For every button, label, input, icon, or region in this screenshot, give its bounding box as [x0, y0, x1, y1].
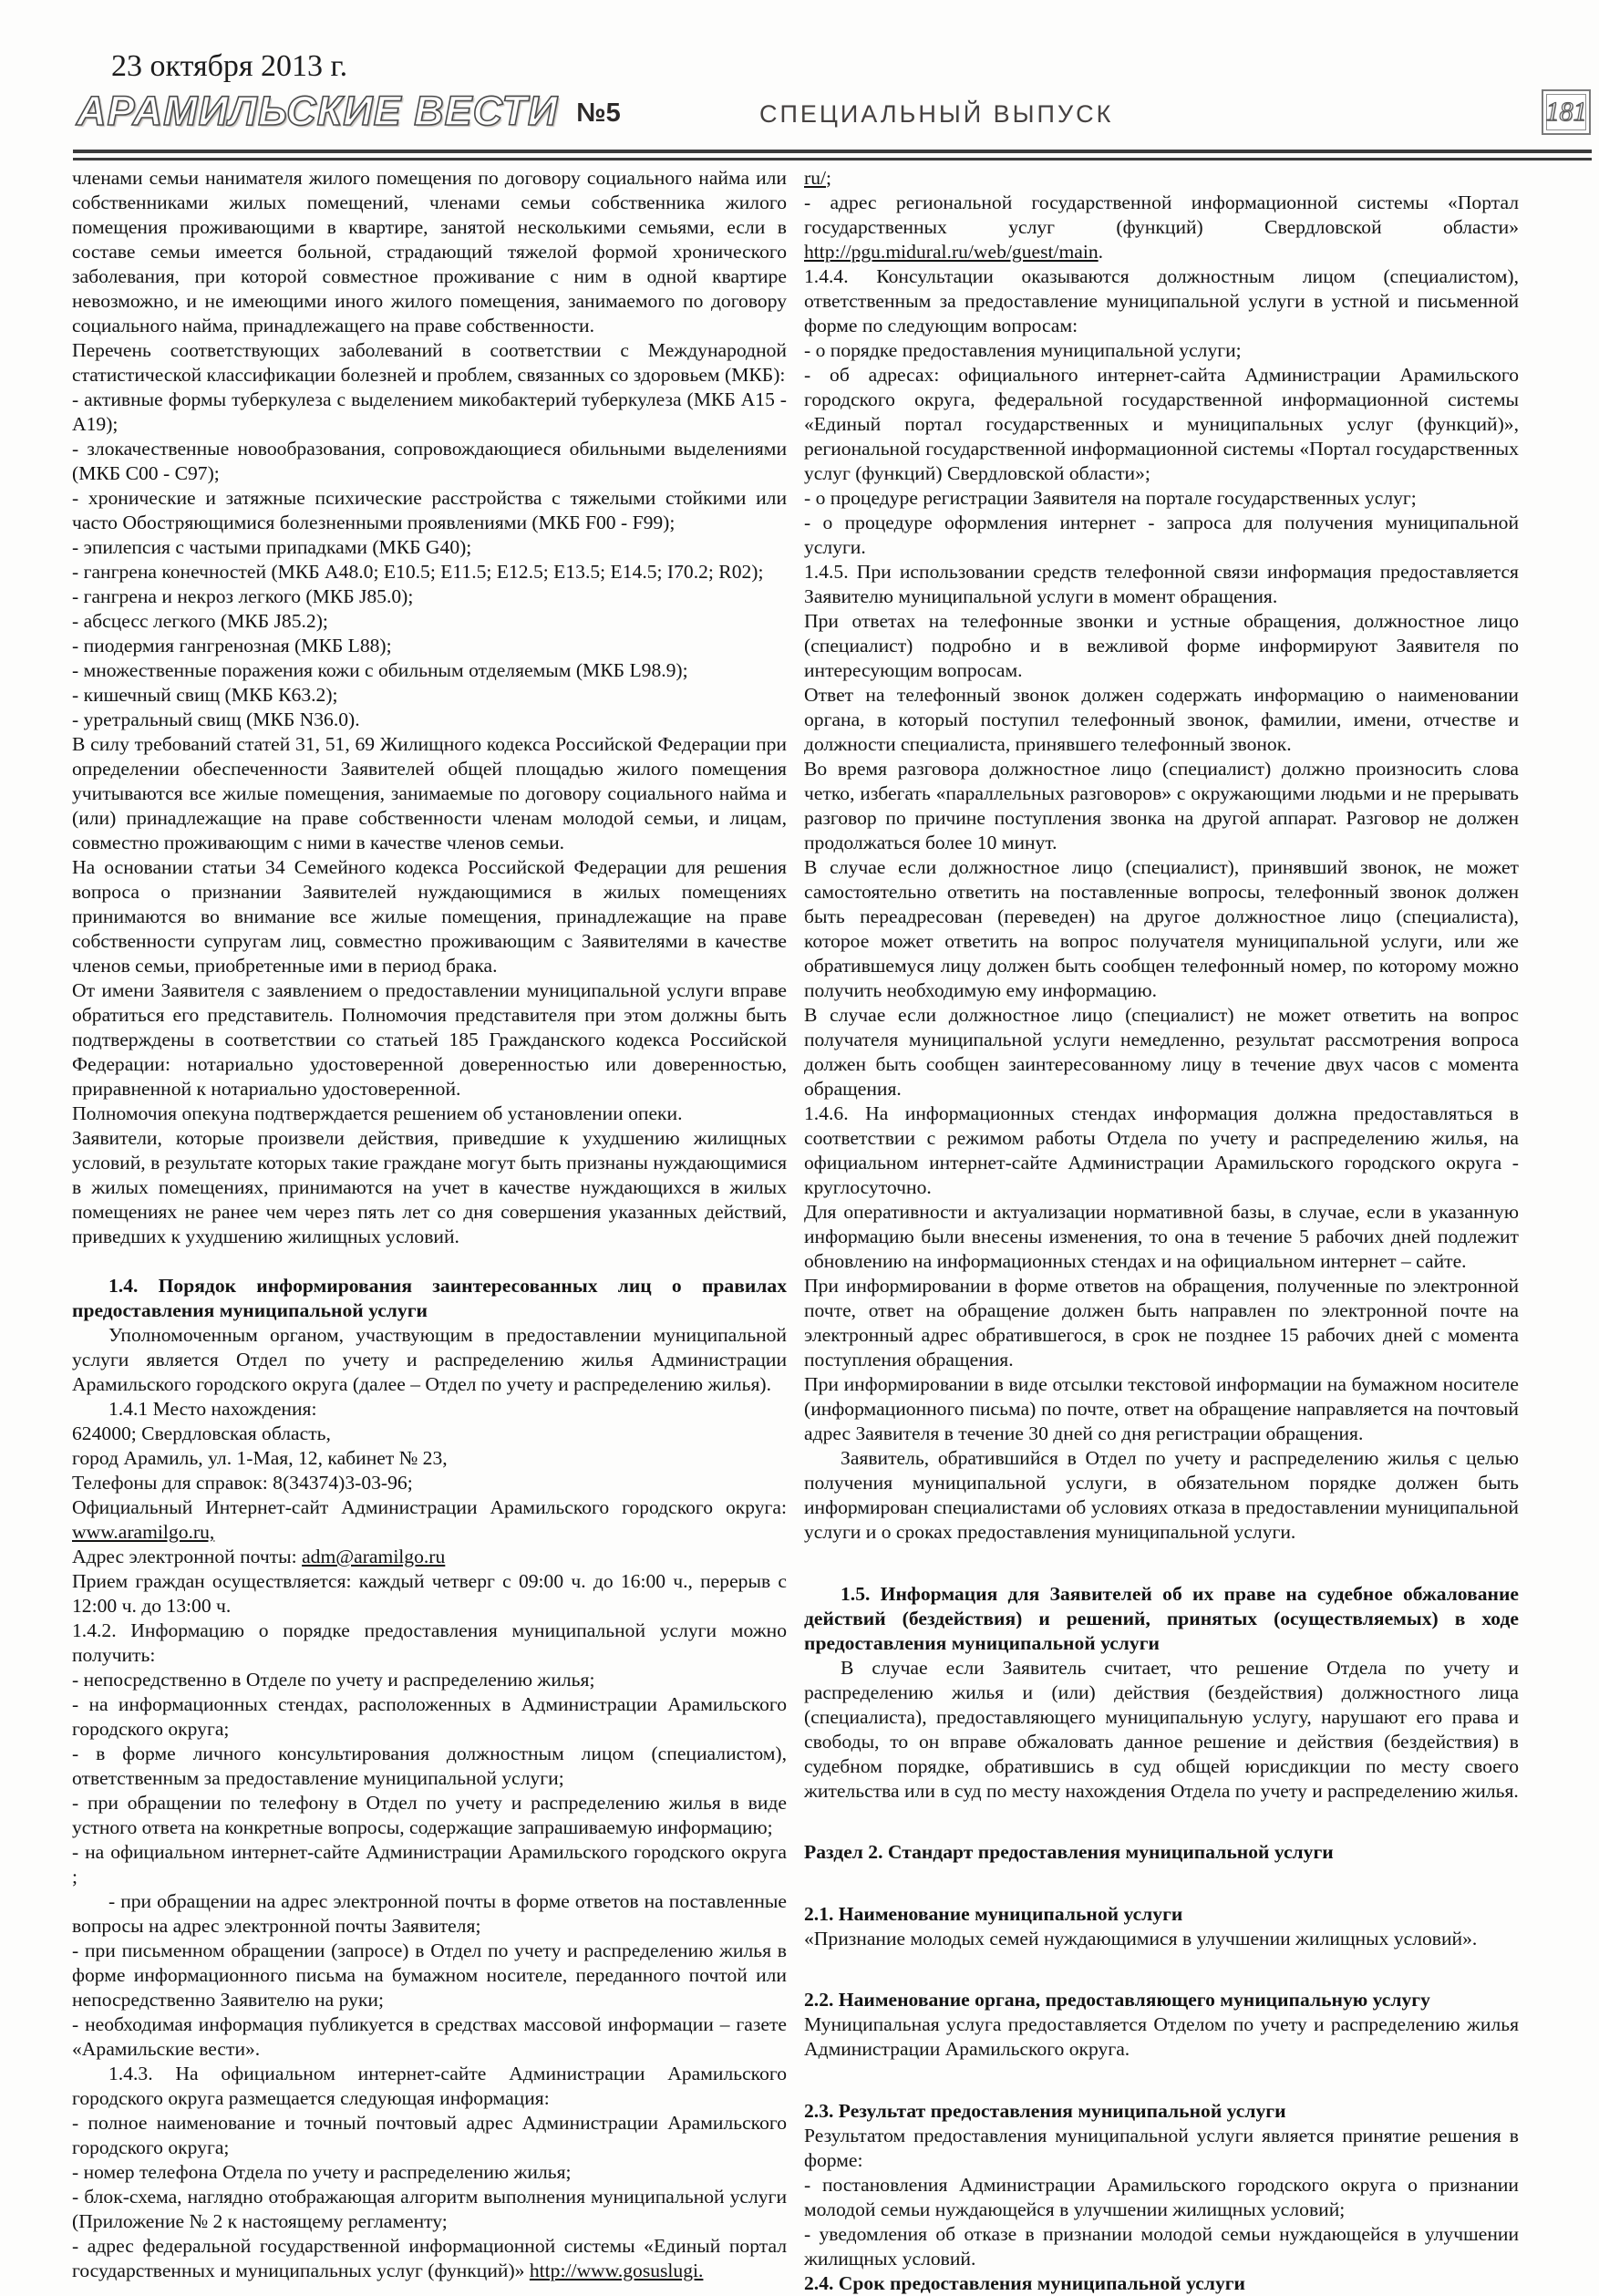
- section-heading: [804, 1902, 1519, 1927]
- issue-number: №5: [576, 98, 621, 128]
- url-text: http://www.gosuslugi.: [529, 2260, 704, 2281]
- paragraph: [72, 1422, 787, 1446]
- text-run: 1.4.5. При использовании средств телефонной связи информация предоставляется Заявителю муниципальной услуги в момент обращения.: [804, 561, 1519, 607]
- text-run: На основании статьи 34 Семейного кодекса Российской Федерации для решения вопроса о признании Заявителей нуждающимися в жилых помещениях принимаются во внимание все жилые помещения, принадлежащие на праве собственности супругам лиц, совместно проживающим с Заявителями в качестве членов семьи, приобретенные ими в период брака.: [72, 856, 787, 977]
- text-run: Муниципальная услуга предоставляется Отделом по учету и распределению жилья Администрации Арамильского округа.: [804, 2013, 1519, 2060]
- issue-date: 23 октября 2013 г.: [111, 49, 348, 83]
- paragraph: [72, 855, 787, 978]
- paragraph: [72, 1619, 787, 1668]
- paragraph: [804, 1372, 1519, 1446]
- text-run: Для оперативности и актуализации нормативной базы, в случае, если в указанную информацию были внесены изменения, то она в течение 5 рабочих дней подлежит обновлению на информационных стендах и на официальном интернет – сайте.: [804, 1201, 1519, 1272]
- article-body: [72, 166, 1519, 2296]
- text-run: Официальный Интернет-сайт Администрации Арамильского городского округа:: [72, 1496, 787, 1518]
- paragraph: [804, 1101, 1519, 1200]
- section-heading: [804, 2099, 1519, 2124]
- masthead-row: [77, 88, 621, 134]
- text-run: 1.4. Порядок информирования заинтересованных лиц о правилах предоставления муниципальной услуги: [72, 1275, 787, 1321]
- paragraph: [72, 609, 787, 634]
- text-run: Уполномоченным органом, участвующим в предоставлении муниципальной услуги является Отдел по учету и распределению жилья Администрации Арамильского городского округа (далее – Отдел по учету и распределению жилья).: [72, 1324, 787, 1395]
- text-run: - адрес региональной государственной информационной системы «Портал государственных услуг (функций) Свердловской области»: [804, 191, 1519, 238]
- text-run: При информировании в виде отсылки текстовой информации на бумажном носителе (информационного письма) по почте, ответ на обращение направляется на почтовый адрес Заявителя в течение 30 дней со дня регистрации обращения.: [804, 1373, 1519, 1444]
- paragraph: [72, 535, 787, 560]
- paragraph: [72, 1889, 787, 1939]
- page-number-box: [1542, 89, 1591, 135]
- text-run: 1.4.2. Информацию о порядке предоставления муниципальной услуги можно получить:: [72, 1619, 787, 1666]
- paragraph: [72, 2062, 787, 2111]
- text-run: При ответах на телефонные звонки и устные обращения, должностное лицо (специалист) подробно и в вежливой форме информируют Заявителя по интересующим вопросам.: [804, 610, 1519, 681]
- text-run: В силу требований статей 31, 51, 69 Жилищного кодекса Российской Федерации при определении обеспеченности Заявителей общей площадью жилого помещения учитываются все жилые помещения, занимаемые по договору социального найма и (или) принадлежащие на праве собственности членам молодой семьи, и лицам, совместно проживающим с ними в качестве членов семьи.: [72, 733, 787, 853]
- text-run: - множественные поражения кожи с обильным отделяемым (МКБ L98.9);: [72, 659, 688, 681]
- paragraph: [804, 683, 1519, 757]
- paragraph: [72, 338, 787, 388]
- paragraph: [72, 1939, 787, 2012]
- paragraph: [72, 584, 787, 609]
- paragraph: [72, 1742, 787, 1791]
- paragraph: [72, 1397, 787, 1422]
- paragraph: [72, 1791, 787, 1840]
- text-run: Во время разговора должностное лицо (специалист) должно произносить слова четко, избегать «параллельных разговоров» с окружающими людьми и не прерывать разговор по причине поступления звонка на другой аппарат. Разговор не должен продолжаться более 10 минут.: [804, 758, 1519, 853]
- text-run: - непосредственно в Отделе по учету и распределению жилья;: [72, 1669, 595, 1691]
- text-run: «Признание молодых семей нуждающимися в улучшении жилищных условий».: [804, 1927, 1478, 1950]
- text-run: 2.3. Результат предоставления муниципальной услуги: [804, 2099, 1286, 2122]
- paragraph: [804, 2222, 1519, 2271]
- url-text: www.aramilgo.ru,: [72, 1521, 215, 1543]
- text-run: - адрес федеральной государственной информационной системы «Единый портал государственных и муниципальных услуг (функций)»: [72, 2235, 787, 2281]
- text-run: - в форме личного консультирования должностным лицом (специалистом), ответственным за предоставление муниципальной услуги;: [72, 1743, 787, 1789]
- paragraph: [72, 1101, 787, 1126]
- paragraph: [72, 732, 787, 855]
- paragraph: [72, 1840, 787, 1889]
- paragraph: [804, 338, 1519, 363]
- paragraph: [804, 1200, 1519, 1274]
- text-run: - о процедуре регистрации Заявителя на портале государственных услуг;: [804, 487, 1417, 509]
- text-run: В случае если должностное лицо (специалист), принявший звонок, не может самостоятельно ответить на поставленные вопросы, телефонный звонок должен быть переадресован (переведен) на другое должностное лицо (специалиста), которое может ответить на вопрос получателя муниципальной услуги, или же обратившемуся лицу должен быть сообщен телефонный номер, по которому можно получить необходимую ему информацию.: [804, 856, 1519, 1001]
- text-run: - о порядке предоставления муниципальной услуги;: [804, 339, 1242, 361]
- paragraph: [804, 757, 1519, 855]
- text-run: - блок-схема, наглядно отображающая алгоритм выполнения муниципальной услуги (Приложение № 2 к настоящему регламенту;: [72, 2186, 787, 2232]
- text-run: членами семьи нанимателя жилого помещения по договору социального найма или собственниками жилых помещений, членами семьи собственника жилого помещения проживающими в квартире, занятой несколькими семьями, если в составе семьи имеется больной, страдающий тяжелой формой хронического заболевания, при которой совместное проживание с ним в одной квартире невозможно, и не имеющими иного жилого помещения, занимаемого по договору социального найма, принадлежащего на праве собственности.: [72, 167, 787, 336]
- paragraph: [804, 363, 1519, 486]
- paragraph: [804, 1927, 1519, 1951]
- paragraph: [804, 1003, 1519, 1101]
- text-run: 1.4.6. На информационных стендах информация должна предоставляться в соответствии с режимом работы Отдела по учету и распределению жилья, на официальном интернет-сайте Администрации Арамильского городского округа - круглосуточно.: [804, 1102, 1519, 1198]
- text-run: 2.1. Наименование муниципальной услуги: [804, 1902, 1183, 1925]
- text-run: .: [1098, 241, 1104, 263]
- paragraph: [72, 560, 787, 584]
- text-run: - на информационных стендах, расположенных в Администрации Арамильского городского округа;: [72, 1693, 787, 1740]
- text-run: - уретральный свищ (МКБ N36.0).: [72, 708, 360, 730]
- paragraph: [72, 437, 787, 486]
- paragraph: [72, 388, 787, 437]
- section-heading: [804, 1988, 1519, 2012]
- text-run: 1.4.3. На официальном интернет-сайте Администрации Арамильского городского округа размещается следующая информация:: [72, 2063, 787, 2109]
- text-run: - гангрена конечностей (МКБ А48.0; Е10.5; Е11.5; Е12.5; Е13.5; Е14.5; I70.2; R02);: [72, 561, 764, 583]
- newspaper-logo: АРАМИЛЬСКИЕ ВЕСТИ: [77, 88, 559, 134]
- text-run: Заявители, которые произвели действия, приведшие к ухудшению жилищных условий, в результате которых такие граждане могут быть признаны нуждающимися в жилых помещениях, принимаются на учет в качестве нуждающихся в жилых помещениях не ранее чем через пять лет со дня совершения указанных действий, приведших к ухудшению жилищных условий.: [72, 1127, 787, 1247]
- paragraph: [804, 166, 1519, 191]
- paragraph: [72, 1668, 787, 1692]
- text-run: Перечень соответствующих заболеваний в соответствии с Международной статистической классификации болезней и проблем, связанных со здоровьем (МКБ):: [72, 339, 787, 386]
- text-run: - уведомления об отказе в признании молодой семьи нуждающейся в улучшении жилищных условий.: [804, 2222, 1519, 2270]
- paragraph: [72, 1126, 787, 1249]
- paragraph: [72, 2234, 787, 2283]
- url-text: adm@aramilgo.ru: [302, 1546, 446, 1567]
- paragraph: [72, 1692, 787, 1742]
- text-run: В случае если Заявитель считает, что решение Отдела по учету и распределению жилья и (или) действия (бездействия) должностного лица (специалиста), предоставляющего муниципальную услугу, нарушают его права и свободы, то он вправе обжаловать данное решение и действия (бездействия) в судебном порядке, обратившись в суд общей юрисдикции по месту своего жительства или в суд по месту нахождения Отдела по учету и распределению жилья.: [804, 1656, 1519, 1802]
- text-run: Полномочия опекуна подтверждается решением об установлении опеки.: [72, 1102, 683, 1124]
- text-column-left: [72, 166, 787, 2296]
- paragraph: [72, 486, 787, 535]
- text-run: При информировании в форме ответов на обращения, полученные по электронной почте, ответ на обращение должен быть направлен по электронной почте на электронный адрес обратившегося, в срок не позднее 15 рабочих дней с момента поступления обращения.: [804, 1275, 1519, 1370]
- text-run: - постановления Администрации Арамильского городского округа о признании молодой семьи нуждающейся в улучшении жилищных условий;: [804, 2173, 1519, 2220]
- edition-title: СПЕЦИАЛЬНЫЙ ВЫПУСК: [759, 100, 1114, 128]
- text-run: - кишечный свищ (МКБ К63.2);: [72, 684, 338, 706]
- text-run: - полное наименование и точный почтовый адрес Администрации Арамильского городского округа;: [72, 2112, 787, 2158]
- paragraph: [72, 2111, 787, 2160]
- paragraph: [72, 1446, 787, 1471]
- paragraph: [804, 264, 1519, 338]
- section-heading: [72, 1274, 787, 1323]
- paragraph: [804, 1274, 1519, 1372]
- text-run: - номер телефона Отдела по учету и распределению жилья;: [72, 2161, 572, 2183]
- paragraph: [72, 634, 787, 658]
- text-run: 1.4.4. Консультации оказываются должностным лицом (специалистом), ответственным за предоставление муниципальной услуги в устной и письменной форме по следующим вопросам:: [804, 265, 1519, 336]
- paragraph: [804, 1446, 1519, 1545]
- paragraph: [804, 486, 1519, 511]
- text-run: Адрес электронной почты:: [72, 1546, 303, 1567]
- url-text: ru/: [804, 167, 826, 189]
- text-run: - при обращении на адрес электронной почты в форме ответов на поставленные вопросы на адрес электронной почты Заявителя;: [72, 1890, 787, 1937]
- paragraph: [804, 560, 1519, 609]
- paragraph: [72, 683, 787, 708]
- paragraph: [72, 978, 787, 1101]
- text-run: 1.5. Информация для Заявителей об их праве на судебное обжалование действий (бездействия) и решений, принятых (осуществляемых) в ходе предоставления муниципальной услуги: [804, 1582, 1519, 1654]
- paragraph: [72, 2012, 787, 2062]
- paragraph: [804, 191, 1519, 264]
- section-heading: [804, 1840, 1519, 1865]
- paragraph: [72, 1495, 787, 1545]
- text-run: город Арамиль, ул. 1-Мая, 12, кабинет № 23,: [72, 1447, 448, 1469]
- text-run: - пиодермия гангренозная (МКБ L88);: [72, 635, 392, 657]
- text-column-right: [804, 166, 1519, 2296]
- text-run: Раздел 2. Стандарт предоставления муниципальной услуги: [804, 1841, 1334, 1863]
- text-run: Телефоны для справок: 8(34374)3-03-96;: [72, 1472, 413, 1494]
- text-run: ;: [826, 167, 831, 189]
- text-run: Прием граждан осуществляется: каждый четверг с 09:00 ч. до 16:00 ч., перерыв с 12:00 ч. до 13:00 ч.: [72, 1570, 787, 1617]
- paragraph: [72, 2160, 787, 2185]
- text-run: - абсцесс легкого (МКБ J85.2);: [72, 610, 328, 632]
- paragraph: [804, 2124, 1519, 2173]
- text-run: - о процедуре оформления интернет - запроса для получения муниципальной услуги.: [804, 512, 1519, 558]
- paragraph: [72, 1545, 787, 1569]
- paragraph: [72, 1569, 787, 1619]
- text-run: Результатом предоставления муниципальной услуги является принятие решения в форме:: [804, 2124, 1519, 2171]
- text-run: От имени Заявителя с заявлением о предоставлении муниципальной услуги вправе обратиться его представитель. Полномочия представителя при этом должны быть подтверждены в соответствии со статьей 185 Гражданского кодекса Российской Федерации: нотариально удостоверенной доверенностью или доверенностью, приравненной к нотариально удостоверенной.: [72, 979, 787, 1100]
- paragraph: [804, 2173, 1519, 2222]
- paragraph: [804, 511, 1519, 560]
- url-text: http://pgu.midural.ru/web/guest/main: [804, 241, 1099, 263]
- text-run: В случае если должностное лицо (специалист) не может ответить на вопрос получателя муниципальной услуги немедленно, результат рассмотрения вопроса должен быть сообщен заинтересованному лицу в течение двух часов с момента обращения.: [804, 1004, 1519, 1100]
- paragraph: [72, 1323, 787, 1397]
- text-run: 2.2. Наименование органа, предоставляющего муниципальную услугу: [804, 1989, 1430, 2011]
- text-run: - хронические и затяжные психические расстройства с тяжелыми стойкими или часто Обостряющимися болезненными проявлениями (МКБ F00 - F99);: [72, 487, 787, 533]
- text-run: Ответ на телефонный звонок должен содержать информацию о наименовании органа, в который поступил телефонный звонок, фамилии, имени, отчестве и должности специалиста, принявшего телефонный звонок.: [804, 684, 1519, 755]
- header-divider: [73, 150, 1592, 160]
- text-run: - гангрена и некроз легкого (МКБ J85.0);: [72, 585, 414, 607]
- text-run: - при обращении по телефону в Отдел по учету и распределению жилья в виде устного ответа на конкретные вопросы, содержащие запрашиваемую информацию;: [72, 1792, 787, 1838]
- text-run: - при письменном обращении (запросе) в Отдел по учету и распределению жилья в форме информационного письма на бумажном носителе, переданного почтой или непосредственно Заявителю на руки;: [72, 1939, 787, 2011]
- text-run: - на официальном интернет-сайте Администрации Арамильского городского округа ;: [72, 1841, 787, 1887]
- text-run: 2.4. Срок предоставления муниципальной услуги: [804, 2271, 1245, 2294]
- section-heading: [804, 2271, 1519, 2296]
- paragraph: [72, 1471, 787, 1495]
- paragraph: [72, 658, 787, 683]
- paragraph: [804, 609, 1519, 683]
- paragraph: [804, 2012, 1519, 2062]
- text-run: - эпилепсия с частыми припадками (МКБ G40);: [72, 536, 472, 558]
- text-run: 1.4.1 Место нахождения:: [108, 1398, 317, 1420]
- paragraph: [72, 708, 787, 732]
- paragraph: [804, 1656, 1519, 1804]
- text-run: - об адресах: официального интернет-сайта Администрации Арамильского городского округа, федеральной государственной информационной системы «Единый портал государственных и муниципальных услуг (функций)», региональной государственной информационной системы «Портал государственных услуг (функций) Свердловской области»;: [804, 364, 1519, 484]
- page-header: [0, 0, 1599, 160]
- text-run: Заявитель, обратившийся в Отдел по учету и распределению жилья с целью получения муниципальной услуги, в обязательном порядке должен быть информирован специалистами об условиях отказа в предоставлении муниципальной услуги и о сроках предоставления муниципальной услуги.: [804, 1447, 1519, 1543]
- text-run: - активные формы туберкулеза с выделением микобактерий туберкулеза (МКБ А15 - А19);: [72, 388, 787, 435]
- section-heading: [804, 1582, 1519, 1656]
- paragraph: [72, 166, 787, 338]
- paragraph: [804, 855, 1519, 1003]
- text-run: 624000; Свердловская область,: [72, 1422, 331, 1444]
- page-number: 181: [1545, 97, 1587, 127]
- text-run: - злокачественные новообразования, сопровождающиеся обильными выделениями (МКБ С00 - С97);: [72, 438, 787, 484]
- text-run: - необходимая информация публикуется в средствах массовой информации – газете «Арамильские вести».: [72, 2013, 787, 2060]
- paragraph: [72, 2185, 787, 2234]
